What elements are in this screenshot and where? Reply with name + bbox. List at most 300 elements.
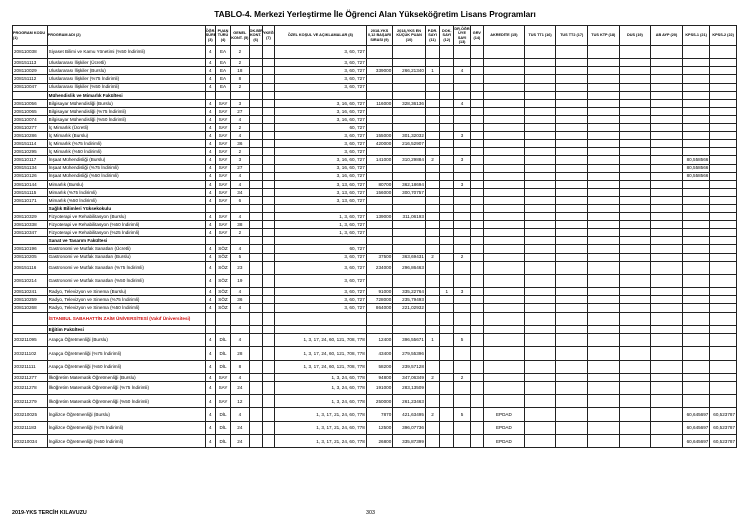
program-name-cell: Fizyoterapi ve Rehabilitasyon (%50 İndirimli) <box>47 221 205 229</box>
table-cell <box>425 132 439 140</box>
table-cell: 335,22764 <box>393 288 426 296</box>
table-cell <box>682 347 710 360</box>
table-cell <box>619 115 651 123</box>
table-cell <box>524 381 556 394</box>
table-cell <box>425 304 439 312</box>
table-cell <box>651 421 683 434</box>
program-code-cell: 208110286 <box>13 132 48 140</box>
table-cell: 3, 60, 727 <box>275 59 367 67</box>
table-cell <box>440 347 454 360</box>
table-cell <box>682 245 710 253</box>
table-cell: 60,645697 <box>682 435 710 448</box>
table-cell <box>249 421 262 434</box>
table-cell <box>682 124 710 132</box>
table-cell <box>619 204 651 212</box>
program-name-cell: Uluslararası İlişkiler (%50 İndirimli) <box>47 83 205 91</box>
table-cell: 2 <box>231 148 249 156</box>
table-cell <box>262 221 274 229</box>
table-cell <box>556 245 588 253</box>
table-cell <box>483 261 524 274</box>
table-cell <box>454 107 470 115</box>
table-cell <box>556 421 588 434</box>
table-cell <box>231 325 249 333</box>
table-cell <box>556 124 588 132</box>
table-cell: 28 <box>231 347 249 360</box>
table-cell <box>710 67 737 75</box>
table-cell <box>556 381 588 394</box>
program-name-cell: Siyaset Bilimi ve Kamu Yönetimi (%50 İndirimli) <box>47 46 205 59</box>
table-cell: 141000 <box>366 156 393 164</box>
table-cell <box>587 46 619 59</box>
table-cell <box>556 83 588 91</box>
table-cell <box>440 156 454 164</box>
table-cell <box>454 164 470 172</box>
table-row <box>13 221 737 229</box>
table-cell <box>440 75 454 83</box>
table-cell: 38 <box>231 221 249 229</box>
table-cell <box>470 360 483 373</box>
programs-table <box>12 25 737 448</box>
table-cell <box>366 237 393 245</box>
table-cell <box>619 140 651 148</box>
program-name-cell: Radyo, Televizyon ve Sinema (%75 İndirimli) <box>47 296 205 304</box>
column-header: TUS KTP (18) <box>587 26 619 46</box>
table-cell <box>262 124 274 132</box>
table-cell: 2 <box>231 83 249 91</box>
table-cell <box>651 229 683 237</box>
table-cell <box>619 107 651 115</box>
table-cell <box>587 75 619 83</box>
table-cell <box>440 333 454 346</box>
table-cell <box>454 237 470 245</box>
table-cell <box>619 395 651 408</box>
university-row <box>13 312 737 325</box>
table-cell <box>262 333 274 346</box>
table-cell <box>275 91 367 99</box>
table-cell <box>13 204 48 212</box>
table-cell <box>393 196 426 204</box>
table-cell <box>556 115 588 123</box>
table-cell <box>619 261 651 274</box>
table-cell <box>524 196 556 204</box>
table-cell <box>556 180 588 188</box>
table-cell <box>249 124 262 132</box>
table-cell <box>440 140 454 148</box>
table-cell <box>454 245 470 253</box>
table-cell <box>249 180 262 188</box>
table-cell: SAY <box>215 99 230 107</box>
table-cell <box>587 107 619 115</box>
table-cell <box>470 296 483 304</box>
table-cell <box>556 261 588 274</box>
table-cell: 26800 <box>366 435 393 448</box>
table-cell <box>470 67 483 75</box>
table-cell <box>470 395 483 408</box>
table-cell <box>393 46 426 59</box>
table-cell <box>524 140 556 148</box>
table-cell <box>440 91 454 99</box>
program-name-cell: Mimarlık (Burslu) <box>47 180 205 188</box>
table-row <box>13 83 737 91</box>
table-cell: 1, 3, 17, 21, 24, 60, 778 <box>275 435 367 448</box>
table-cell <box>556 237 588 245</box>
table-cell: 4 <box>205 408 215 421</box>
table-cell <box>483 381 524 394</box>
table-cell: 4 <box>205 164 215 172</box>
table-row <box>13 75 737 83</box>
program-name-cell: Gastronomi ve Mutfak Sanatları (%75 İndirimli) <box>47 261 205 274</box>
table-cell <box>682 91 710 99</box>
table-cell <box>366 221 393 229</box>
table-cell <box>262 288 274 296</box>
program-name-cell: Bilgisayar Mühendisliği (%75 İndirimli) <box>47 107 205 115</box>
table-cell <box>262 91 274 99</box>
table-cell: SAY <box>215 115 230 123</box>
table-cell: 155000 <box>366 132 393 140</box>
column-header: 2018-YKS EN KÜÇÜK PUAN (10) <box>393 26 426 46</box>
table-cell <box>651 261 683 274</box>
table-cell <box>556 140 588 148</box>
table-cell <box>483 213 524 221</box>
table-cell <box>651 395 683 408</box>
table-cell <box>215 204 230 212</box>
table-cell: 2 <box>425 253 439 261</box>
table-cell <box>556 164 588 172</box>
table-cell: EA <box>215 59 230 67</box>
table-row <box>13 296 737 304</box>
table-cell <box>619 253 651 261</box>
table-cell <box>425 83 439 91</box>
table-cell <box>556 360 588 373</box>
table-cell <box>710 156 737 164</box>
table-cell: 3 <box>454 156 470 164</box>
table-cell <box>470 229 483 237</box>
table-cell <box>524 435 556 448</box>
table-cell <box>366 274 393 287</box>
table-cell <box>619 213 651 221</box>
table-cell <box>651 213 683 221</box>
table-cell: 24 <box>231 381 249 394</box>
table-cell: 420000 <box>366 140 393 148</box>
program-name-cell: Arapça Öğretmenliği (Burslu) <box>47 333 205 346</box>
table-cell <box>483 67 524 75</box>
table-cell <box>262 107 274 115</box>
table-cell <box>524 274 556 287</box>
table-cell <box>651 148 683 156</box>
program-code-cell: 203211111 <box>13 360 48 373</box>
table-cell <box>710 333 737 346</box>
table-cell <box>651 46 683 59</box>
table-cell <box>425 164 439 172</box>
table-cell <box>425 381 439 394</box>
program-code-cell: 208151113 <box>13 59 48 67</box>
table-cell: 4 <box>231 333 249 346</box>
table-cell <box>587 373 619 381</box>
table-cell: 43400 <box>366 347 393 360</box>
table-cell <box>587 83 619 91</box>
column-header: ÖZEL KOŞUL VE AÇIKLAMALAR (8) <box>275 26 367 46</box>
column-header: PUAN TÜRÜ (4) <box>215 26 230 46</box>
table-cell <box>710 237 737 245</box>
table-cell <box>470 164 483 172</box>
table-cell <box>425 245 439 253</box>
table-cell: 3 <box>231 99 249 107</box>
column-header: PROGRAM ADI (2) <box>47 26 205 46</box>
table-cell <box>425 288 439 296</box>
table-cell <box>425 115 439 123</box>
table-cell <box>682 360 710 373</box>
table-cell <box>483 115 524 123</box>
table-cell <box>587 237 619 245</box>
table-cell: 12 <box>231 395 249 408</box>
table-cell: 4 <box>205 229 215 237</box>
table-cell <box>682 237 710 245</box>
table-cell: 300,70757 <box>393 188 426 196</box>
table-cell <box>524 115 556 123</box>
table-cell <box>710 253 737 261</box>
table-cell <box>262 196 274 204</box>
table-cell <box>454 115 470 123</box>
table-cell <box>651 140 683 148</box>
table-cell <box>682 261 710 274</box>
table-cell: DİL <box>215 435 230 448</box>
table-cell <box>470 435 483 448</box>
table-cell <box>524 296 556 304</box>
table-cell <box>366 46 393 59</box>
table-cell <box>587 115 619 123</box>
table-cell <box>440 237 454 245</box>
table-cell <box>249 148 262 156</box>
table-cell <box>587 304 619 312</box>
column-header: AKREDİTE (15) <box>483 26 524 46</box>
table-cell <box>619 237 651 245</box>
table-cell <box>710 46 737 59</box>
table-cell <box>524 312 556 325</box>
column-header: DOK. SAYI (12) <box>440 26 454 46</box>
table-cell <box>440 99 454 107</box>
table-cell: SAY <box>215 221 230 229</box>
table-cell: 4 <box>205 67 215 75</box>
table-cell <box>262 75 274 83</box>
table-cell <box>249 229 262 237</box>
table-cell: 3, 60, 727 <box>275 132 367 140</box>
table-cell <box>262 381 274 394</box>
table-cell <box>262 421 274 434</box>
table-cell <box>556 172 588 180</box>
table-cell: SAY <box>215 381 230 394</box>
table-cell: 60,523787 <box>710 421 737 434</box>
table-cell <box>249 253 262 261</box>
program-name-cell: Uluslararası İlişkiler (%75 İndirimli) <box>47 75 205 83</box>
table-cell <box>682 333 710 346</box>
table-cell <box>205 312 215 325</box>
table-cell <box>710 229 737 237</box>
table-cell <box>425 229 439 237</box>
program-code-cell: 208151116 <box>13 261 48 274</box>
column-header: GRV (14) <box>470 26 483 46</box>
table-cell <box>366 245 393 253</box>
table-cell: 4 <box>205 172 215 180</box>
table-cell: 4 <box>205 333 215 346</box>
table-cell: 191000 <box>366 381 393 394</box>
table-cell <box>470 132 483 140</box>
table-cell <box>262 213 274 221</box>
table-row <box>13 188 737 196</box>
table-cell <box>651 304 683 312</box>
table-cell <box>440 213 454 221</box>
table-cell <box>682 148 710 156</box>
table-cell <box>682 188 710 196</box>
table-cell <box>524 408 556 421</box>
column-header: ÖĞR. SÜRE (3) <box>205 26 215 46</box>
table-cell <box>524 325 556 333</box>
table-cell: 3, 16, 60, 727 <box>275 99 367 107</box>
table-cell <box>470 373 483 381</box>
table-cell: 239,57128 <box>393 360 426 373</box>
section-row <box>13 325 737 333</box>
table-cell <box>651 180 683 188</box>
table-cell: 4 <box>205 261 215 274</box>
program-name-cell: İngilizce Öğretmenliği (Burslu) <box>47 408 205 421</box>
table-cell: 3, 60, 727 <box>275 75 367 83</box>
table-cell: 2 <box>231 229 249 237</box>
table-cell <box>524 107 556 115</box>
program-code-cell: 208110029 <box>13 67 48 75</box>
table-cell <box>470 237 483 245</box>
table-cell <box>619 83 651 91</box>
column-header: KPSS-2 (22) <box>710 26 737 46</box>
table-cell: 4 <box>205 253 215 261</box>
table-cell <box>440 421 454 434</box>
table-cell <box>262 188 274 196</box>
table-cell <box>524 261 556 274</box>
table-cell <box>651 373 683 381</box>
table-cell: 396,55671 <box>393 333 426 346</box>
program-code-cell: 208110241 <box>13 288 48 296</box>
table-cell: 221,02932 <box>393 304 426 312</box>
table-cell: 4 <box>205 245 215 253</box>
table-cell <box>249 59 262 67</box>
table-cell <box>262 172 274 180</box>
table-row <box>13 245 737 253</box>
table-cell <box>587 148 619 156</box>
table-cell <box>682 46 710 59</box>
table-cell <box>454 274 470 287</box>
table-cell <box>556 156 588 164</box>
table-cell: SAY <box>215 132 230 140</box>
table-cell <box>710 164 737 172</box>
table-cell <box>651 253 683 261</box>
table-cell <box>454 360 470 373</box>
page-title: TABLO-4. Merkezi Yerleştirme İle Öğrenci Alan Yükseköğretim Lisans Programları <box>214 9 536 19</box>
table-cell <box>454 140 470 148</box>
table-cell <box>682 213 710 221</box>
table-cell <box>587 325 619 333</box>
table-row <box>13 274 737 287</box>
table-cell <box>524 83 556 91</box>
table-cell <box>651 67 683 75</box>
table-cell <box>262 59 274 67</box>
table-cell <box>440 221 454 229</box>
table-cell <box>366 59 393 67</box>
table-cell <box>524 91 556 99</box>
table-cell <box>682 274 710 287</box>
table-cell: 19 <box>231 274 249 287</box>
table-cell <box>440 373 454 381</box>
table-cell <box>587 408 619 421</box>
table-cell <box>651 188 683 196</box>
table-cell: 1 <box>425 333 439 346</box>
table-cell: 3 <box>454 132 470 140</box>
table-cell: 4 <box>231 304 249 312</box>
table-cell <box>393 237 426 245</box>
table-cell <box>366 312 393 325</box>
table-cell <box>587 180 619 188</box>
table-cell <box>470 148 483 156</box>
table-cell: 4 <box>205 435 215 448</box>
table-cell <box>619 164 651 172</box>
table-cell <box>470 253 483 261</box>
table-cell <box>619 59 651 67</box>
program-code-cell: 203211278 <box>13 381 48 394</box>
table-cell: 5 <box>231 253 249 261</box>
table-cell <box>262 237 274 245</box>
program-code-cell: 208110117 <box>13 156 48 164</box>
table-cell <box>651 156 683 164</box>
faculty-name: Eğitim Fakültesi <box>47 325 205 333</box>
table-cell <box>556 229 588 237</box>
table-cell <box>366 325 393 333</box>
table-cell: 27 <box>231 164 249 172</box>
table-cell <box>556 75 588 83</box>
table-cell <box>483 75 524 83</box>
table-cell <box>440 229 454 237</box>
table-cell: EA <box>215 67 230 75</box>
table-cell <box>619 408 651 421</box>
table-cell: EPDAD <box>483 421 524 434</box>
table-cell: 3, 60, 727 <box>275 140 367 148</box>
table-cell <box>619 99 651 107</box>
table-cell <box>524 46 556 59</box>
table-cell <box>524 124 556 132</box>
table-row <box>13 373 737 381</box>
table-cell <box>682 304 710 312</box>
table-cell <box>619 421 651 434</box>
table-cell <box>524 373 556 381</box>
program-name-cell: Bilgisayar Mühendisliği (Burslu) <box>47 99 205 107</box>
table-cell: 4 <box>205 274 215 287</box>
table-cell <box>262 373 274 381</box>
table-cell <box>249 196 262 204</box>
table-cell <box>440 325 454 333</box>
table-cell <box>619 172 651 180</box>
table-cell <box>619 274 651 287</box>
table-cell: 4 <box>205 421 215 434</box>
table-cell <box>556 408 588 421</box>
table-cell <box>587 312 619 325</box>
table-cell <box>710 325 737 333</box>
table-cell <box>710 83 737 91</box>
program-name-cell: Arapça Öğretmenliği (%50 İndirimli) <box>47 360 205 373</box>
table-cell <box>440 312 454 325</box>
table-cell: 36 <box>231 140 249 148</box>
table-cell: 12500 <box>366 421 393 434</box>
table-cell: 4 <box>231 172 249 180</box>
table-cell <box>682 140 710 148</box>
table-cell <box>470 107 483 115</box>
table-cell: 4 <box>205 381 215 394</box>
table-cell: 4 <box>205 288 215 296</box>
